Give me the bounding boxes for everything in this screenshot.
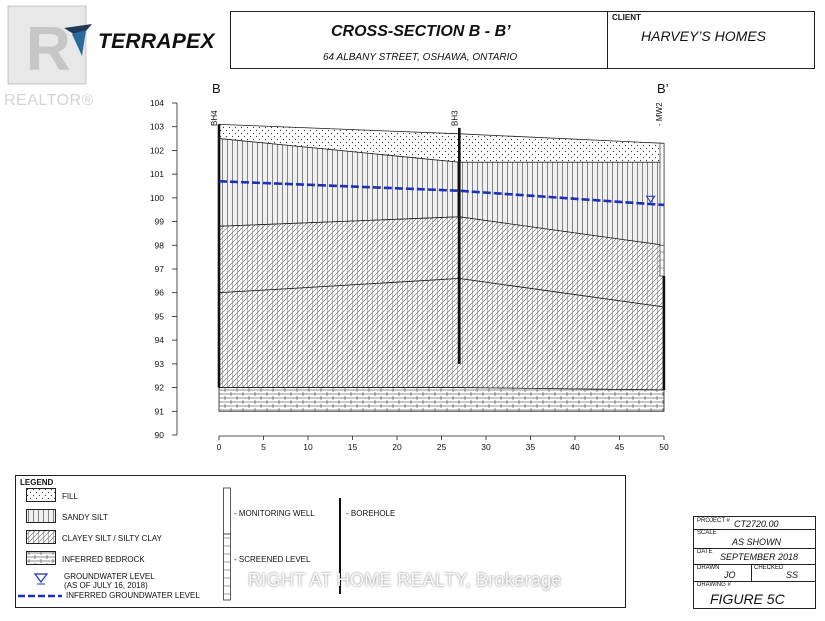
borehole-label: BH3 (450, 110, 460, 126)
drawn-label: DRAWN (697, 565, 720, 571)
legend-label-clay: CLAYEY SILT / SILTY CLAY (62, 534, 162, 543)
project-number: CT2720.00 (734, 519, 779, 529)
section-marker-left: B (212, 81, 221, 96)
legend-swatch-clay (26, 530, 56, 544)
y-tick-label: 95 (154, 311, 164, 322)
drawn-value: JO (724, 570, 736, 580)
scale-label: SCALE (697, 530, 717, 536)
x-tick-label: 0 (216, 442, 222, 452)
y-tick-label: 90 (154, 430, 164, 440)
section-marker-right: B’ (657, 81, 669, 96)
borehole-label: BH4 (210, 110, 219, 126)
y-tick-label: 103 (149, 121, 164, 132)
legend-label-borehole: - BOREHOLE (346, 509, 396, 518)
y-tick-label: 104 (149, 98, 164, 108)
y-tick-label: 101 (149, 169, 164, 180)
x-tick-label: 30 (481, 442, 491, 452)
legend-label-fill: FILL (62, 492, 79, 501)
legend-swatch-sandy (26, 509, 56, 523)
y-tick-label: 92 (154, 382, 164, 393)
legend-label-inferred-gw: INFERRED GROUNDWATER LEVEL (66, 591, 200, 600)
layer-clayey-silt (219, 217, 664, 390)
y-tick-label: 98 (154, 240, 164, 251)
x-tick-label: 25 (436, 442, 447, 452)
legend-swatch-fill (26, 488, 56, 502)
site-address: 64 ALBANY STREET, OSHAWA, ONTARIO (323, 52, 518, 63)
legend-label-screen: - SCREENED LEVEL (234, 555, 311, 564)
title-block (693, 516, 816, 609)
x-tick-label: 40 (570, 442, 580, 452)
y-tick-label: 100 (149, 192, 164, 203)
x-tick-label: 5 (261, 442, 266, 452)
monitoring-well-riser (660, 143, 664, 245)
x-tick-label: 50 (659, 442, 669, 452)
drawing-number: FIGURE 5C (710, 591, 785, 607)
legend-label-sandy: SANDY SILT (62, 513, 108, 522)
legend-label-well: - MONITORING WELL (234, 509, 315, 518)
y-tick-label: 102 (149, 145, 164, 156)
layer-inferred-bedrock (219, 388, 664, 412)
checked-label: CHECKED (754, 565, 784, 571)
x-tick-label: 20 (392, 442, 402, 452)
client-name: HARVEY’S HOMES (641, 28, 766, 44)
borehole-label: - MW2 (655, 102, 664, 126)
realtor-text: REALTOR® (4, 92, 94, 109)
y-tick-label: 91 (154, 406, 164, 417)
x-tick-label: 35 (525, 442, 536, 452)
date-value: SEPTEMBER 2018 (720, 552, 799, 562)
y-tick-label: 96 (154, 287, 164, 298)
legend-label-groundwater-date: (AS OF JULY 16, 2018) (64, 581, 148, 590)
legend-label-bedrock: INFERRED BEDROCK (62, 555, 145, 564)
monitoring-well-icon (221, 486, 233, 604)
y-tick-label: 99 (154, 216, 164, 227)
y-tick-label: 94 (154, 335, 164, 346)
legend-label-groundwater: GROUNDWATER LEVEL (64, 572, 155, 581)
company-name: TERRAPEX (98, 30, 215, 53)
x-tick-label: 10 (303, 442, 313, 452)
svg-text:R: R (26, 15, 71, 84)
date-label: DATE (697, 549, 713, 555)
y-tick-label: 97 (154, 264, 164, 274)
brokerage-watermark: RIGHT AT HOME REALTY, Brokerage (248, 570, 562, 590)
drawing-label: DRAWING # (697, 582, 731, 588)
y-tick-label: 93 (154, 358, 164, 369)
legend-title: LEGEND (20, 478, 54, 487)
groundwater-triangle-icon (26, 571, 56, 587)
x-tick-label: 45 (614, 442, 625, 452)
client-label: CLIENT (612, 13, 641, 22)
checked-value: SS (786, 570, 799, 580)
project-label: PROJECT # (697, 518, 730, 524)
x-tick-label: 15 (347, 442, 358, 452)
page-title: CROSS-SECTION B - B’ (331, 23, 511, 40)
legend-swatch-inferred-gw (18, 593, 62, 599)
scale-value: AS SHOWN (732, 537, 782, 547)
soil-layers (219, 124, 664, 411)
legend-swatch-bedrock (26, 551, 56, 565)
monitoring-well-screen (660, 245, 664, 276)
